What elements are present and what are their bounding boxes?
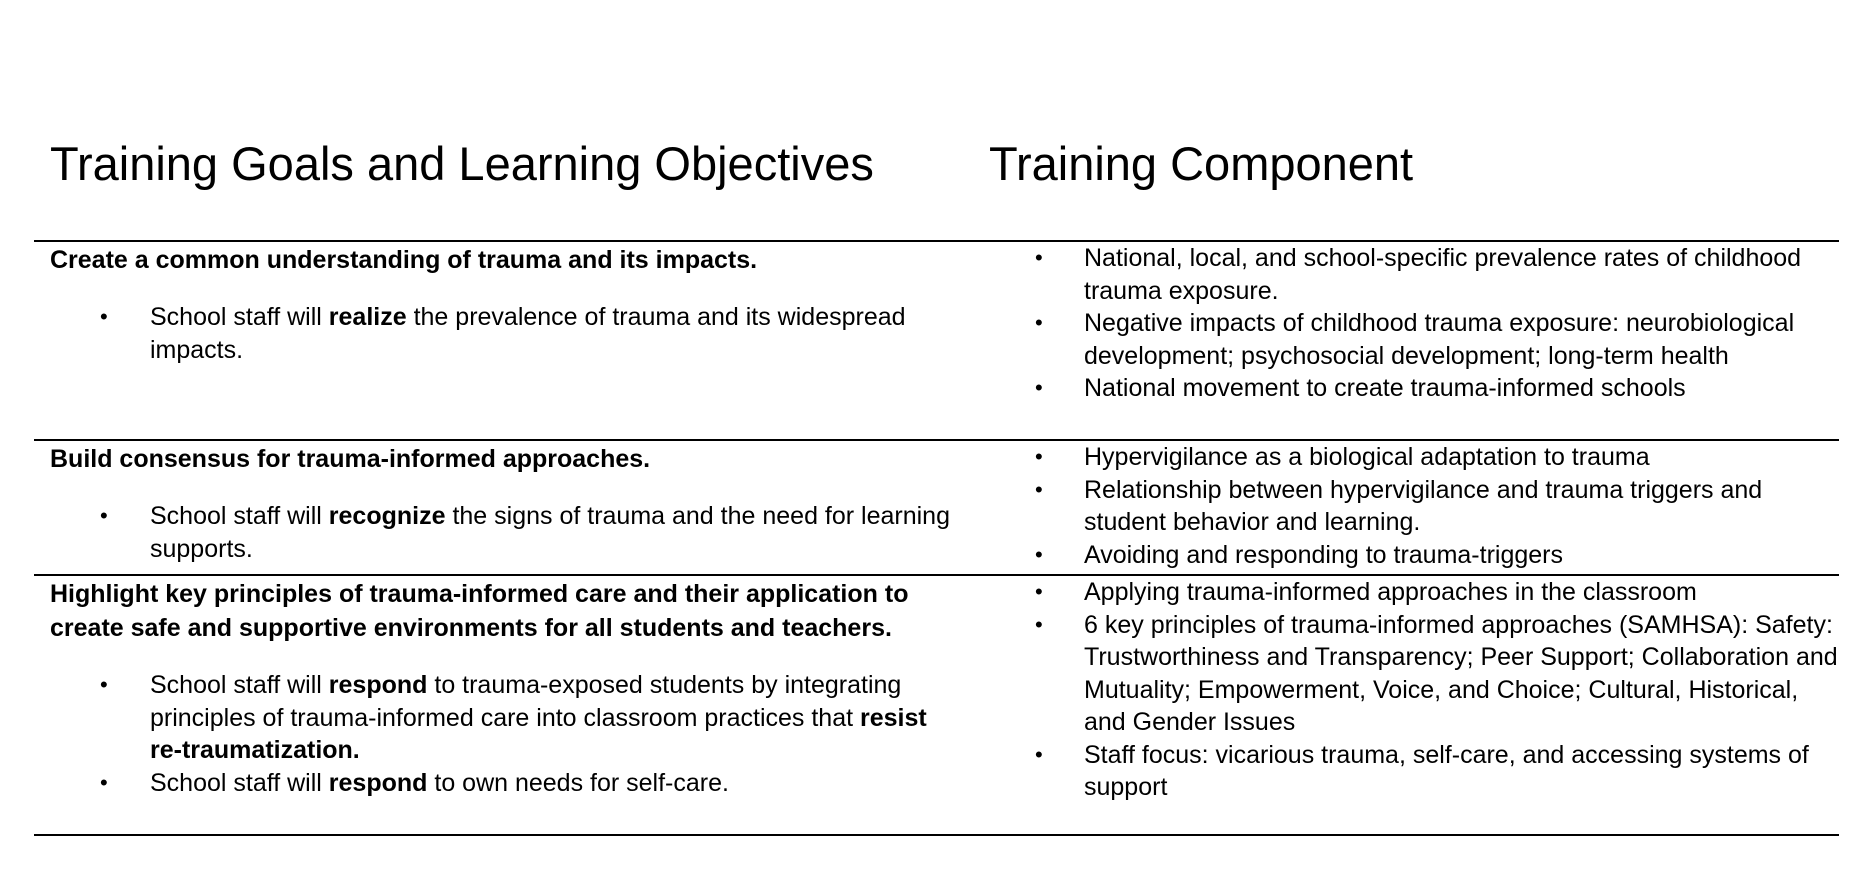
component-item [989, 609, 1839, 739]
objective-keyword: recognize [328, 502, 446, 530]
component-item [989, 307, 1839, 372]
component-item [989, 576, 1839, 609]
bullet-icon: • [1035, 310, 1043, 335]
objective-item [50, 767, 950, 800]
objective-text: School staff will [150, 671, 329, 699]
table-row [34, 441, 1839, 576]
component-text: Hypervigilance as a biological adaptation to trauma [1084, 443, 1650, 471]
component-text: 6 key principles of trauma-informed approaches (SAMHSA): Safety: Trustworthiness and Transparency; Peer Support; Collaboration and Mutuality; Empowerment, Voice, and Choice; Cultural, Historical, and Gender Issues [1084, 610, 1838, 736]
bullet-icon: • [1035, 476, 1043, 502]
component-text: Relationship between hypervigilance and trauma triggers and student behavior and learning. [1084, 475, 1763, 536]
components-list [989, 576, 1839, 804]
component-item [989, 441, 1839, 474]
objective-item [50, 669, 950, 767]
objective-keyword: respond [328, 768, 428, 797]
objective-text: to trauma-exposed students by integrating principles of trauma-informed care into classroom practices that [150, 671, 902, 732]
components-cell [989, 576, 1839, 804]
goals-cell [50, 441, 950, 565]
components-list [989, 441, 1839, 571]
goal-title: Build consensus for trauma-informed approaches. [50, 445, 651, 473]
objective-text: School staff will [150, 502, 329, 530]
objective-keyword: realize [328, 303, 407, 331]
objective-text: the prevalence of trauma and its widespread impacts. [150, 303, 906, 364]
objective-item [50, 500, 950, 565]
component-item [989, 474, 1839, 539]
objective-text: School staff will [150, 768, 329, 797]
objective-text: the signs of trauma and the need for learning supports. [150, 502, 950, 563]
table-row [34, 576, 1839, 836]
header-goals-objectives: Training Goals and Learning Objectives [50, 137, 874, 190]
component-item [989, 372, 1839, 405]
header-training-component: Training Component [989, 137, 1414, 190]
component-text: Applying trauma-informed approaches in the classroom [1084, 578, 1697, 606]
bullet-icon: • [100, 304, 108, 329]
component-item [989, 242, 1839, 307]
component-text: National movement to create trauma-informed schools [1084, 374, 1686, 402]
component-text: Negative impacts of childhood trauma exposure: neurobiological development; psychosocial development; long-term health [1084, 309, 1795, 370]
goals-cell [50, 576, 950, 799]
component-text: National, local, and school-specific prevalence rates of childhood trauma exposure. [1084, 244, 1802, 305]
objective-keyword: respond [328, 671, 428, 699]
component-text: Avoiding and responding to trauma-triggers [1084, 540, 1563, 569]
objective-keyword: resist re-traumatization. [150, 703, 927, 764]
component-item [989, 539, 1839, 572]
components-list [989, 242, 1839, 405]
component-text: Staff focus: vicarious trauma, self-care, and accessing systems of support [1084, 740, 1809, 801]
objectives-list [50, 669, 950, 799]
bullet-icon: • [1035, 611, 1043, 637]
objective-item [50, 301, 950, 366]
bullet-icon: • [100, 672, 108, 697]
objective-text: to own needs for self-care. [427, 768, 729, 797]
components-cell [989, 242, 1839, 405]
bullet-icon: • [1035, 444, 1043, 469]
objectives-list [50, 500, 950, 565]
goal-title: Highlight key principles of trauma-informed care and their application to create safe and supportive environments for all students and teachers. [50, 580, 909, 642]
bullet-icon: • [1035, 245, 1043, 270]
bullet-icon: • [1035, 375, 1043, 400]
bullet-icon: • [1035, 741, 1043, 767]
bullet-icon: • [100, 503, 108, 528]
component-item [989, 739, 1839, 804]
bullet-icon: • [1035, 541, 1043, 567]
objective-text: School staff will [150, 303, 329, 331]
goals-cell [50, 242, 950, 366]
table-row [34, 242, 1839, 441]
bullet-icon: • [1035, 579, 1043, 604]
bullet-icon: • [100, 769, 108, 795]
components-cell [989, 441, 1839, 571]
training-table [34, 240, 1839, 836]
objectives-list [50, 301, 950, 366]
goal-title: Create a common understanding of trauma and its impacts. [50, 246, 758, 274]
